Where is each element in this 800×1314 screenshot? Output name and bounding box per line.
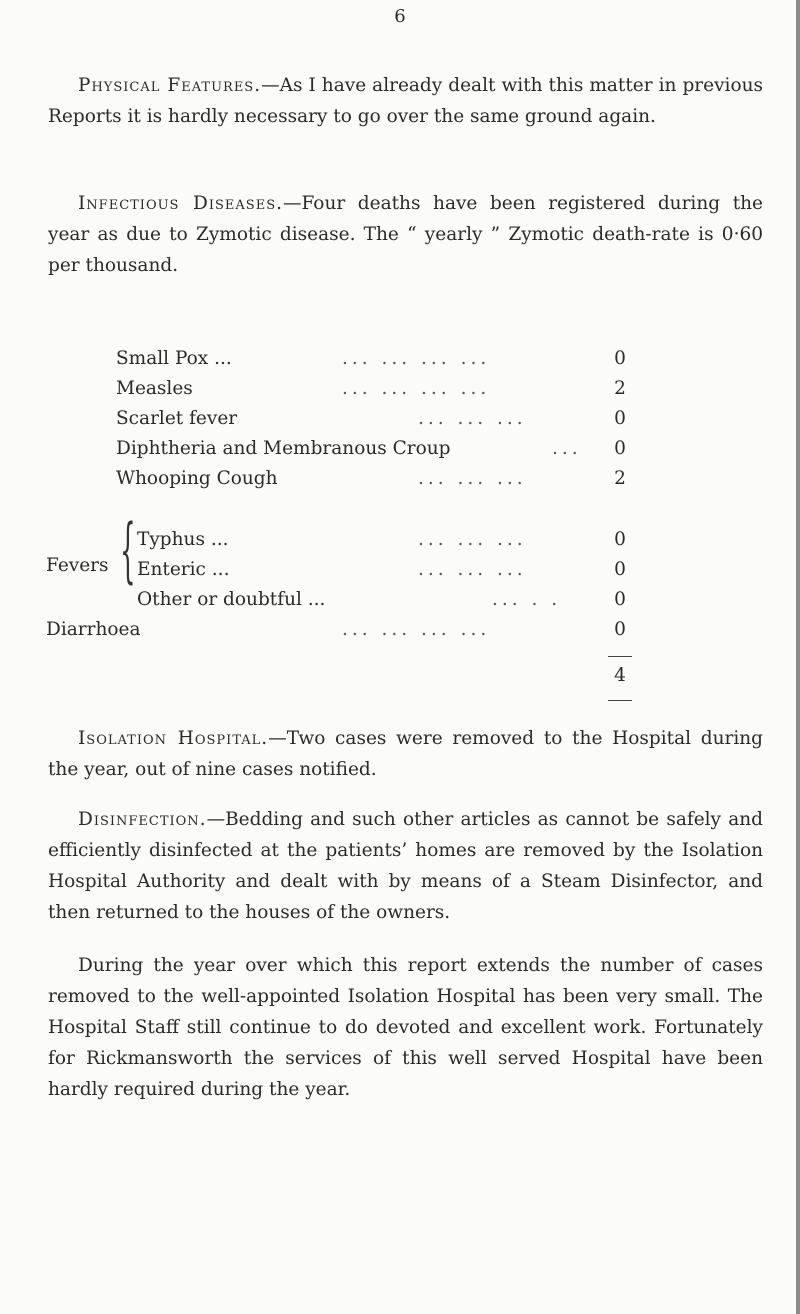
table-row [0, 405, 800, 433]
row-value: 2 [614, 378, 626, 399]
total-rule-bottom [608, 700, 632, 701]
row-value: 0 [614, 529, 626, 550]
table-row [0, 375, 800, 403]
row-label: Enteric ... [137, 559, 230, 580]
row-leader-dots: ... ... ... [418, 559, 527, 580]
table-row [0, 586, 800, 614]
row-value: 0 [614, 348, 626, 369]
row-label: Scarlet fever [116, 408, 238, 429]
infectious-diseases-heading: Infectious Diseases. [78, 193, 283, 214]
fevers-brace: { [120, 509, 136, 591]
isolation-hospital-heading: Isolation Hospital. [78, 728, 269, 749]
disinfection-paragraph [48, 804, 763, 928]
row-value: 0 [614, 589, 626, 610]
row-value: 0 [614, 438, 626, 459]
row-leader-dots: ... ... ... ... [342, 378, 491, 399]
table-row [0, 465, 800, 493]
physical-features-text: —As I have already dealt with this matter in previous Reports it is hardly necessary to go over the same ground again. [48, 75, 763, 127]
row-leader-dots: ... ... ... [418, 408, 527, 429]
page-edge-shadow [796, 0, 800, 1314]
page-number: 6 [394, 6, 406, 27]
table-row [0, 435, 800, 463]
row-leader-dots: ... [552, 438, 582, 459]
physical-features-paragraph [48, 70, 763, 132]
disinfection-heading: Disinfection. [78, 809, 207, 830]
row-label: Other or doubtful ... [137, 589, 326, 610]
row-leader-dots: ... ... ... [418, 468, 527, 489]
total-rule-top [608, 656, 632, 657]
row-label: Measles [116, 378, 193, 399]
row-leader-dots: ... ... ... ... [342, 619, 491, 640]
table-row [0, 616, 800, 644]
table-row [0, 556, 800, 584]
infectious-diseases-text: —Four deaths have been registered during the year as due to Zymotic disease. The “ yearly ” Zymotic death-rate is 0·60 per thousand. [48, 193, 763, 276]
row-label: Diarrhoea [46, 619, 141, 640]
fevers-label: Fevers [46, 555, 109, 576]
row-label: Small Pox ... [116, 348, 232, 369]
closing-text: During the year over which this report extends the number of cases removed to the well-appointed Isolation Hospital has been very small. The Hospital Staff still continue to do devoted and excellent work. Fortunately for Rickmansworth the services of this well served Hospital have been hardly required during the year. [48, 955, 763, 1100]
row-label: Whooping Cough [116, 468, 278, 489]
row-value: 0 [614, 619, 626, 640]
row-value: 2 [614, 468, 626, 489]
row-leader-dots: ... ... ... [418, 529, 527, 550]
row-value: 0 [614, 408, 626, 429]
row-value: 0 [614, 559, 626, 580]
physical-features-heading: Physical Features. [78, 75, 262, 96]
row-leader-dots: ... . . [492, 589, 562, 610]
row-leader-dots: ... ... ... ... [342, 348, 491, 369]
disinfection-text: —Bedding and such other articles as cannot be safely and efficiently disinfected at the patients’ homes are removed by the Isolation Hospital Authority and dealt with by means of a Steam Disinfector, and then returned to the houses of the owners. [48, 809, 763, 923]
table-total: 4 [614, 665, 626, 686]
closing-paragraph [48, 950, 763, 1105]
row-label: Typhus ... [137, 529, 229, 550]
table-row [0, 526, 800, 554]
row-label: Diphtheria and Membranous Croup [116, 438, 451, 459]
infectious-diseases-paragraph [48, 188, 763, 281]
table-row [0, 345, 800, 373]
isolation-hospital-text: —Two cases were removed to the Hospital during the year, out of nine cases notified. [48, 728, 764, 780]
isolation-hospital-paragraph [48, 723, 763, 785]
